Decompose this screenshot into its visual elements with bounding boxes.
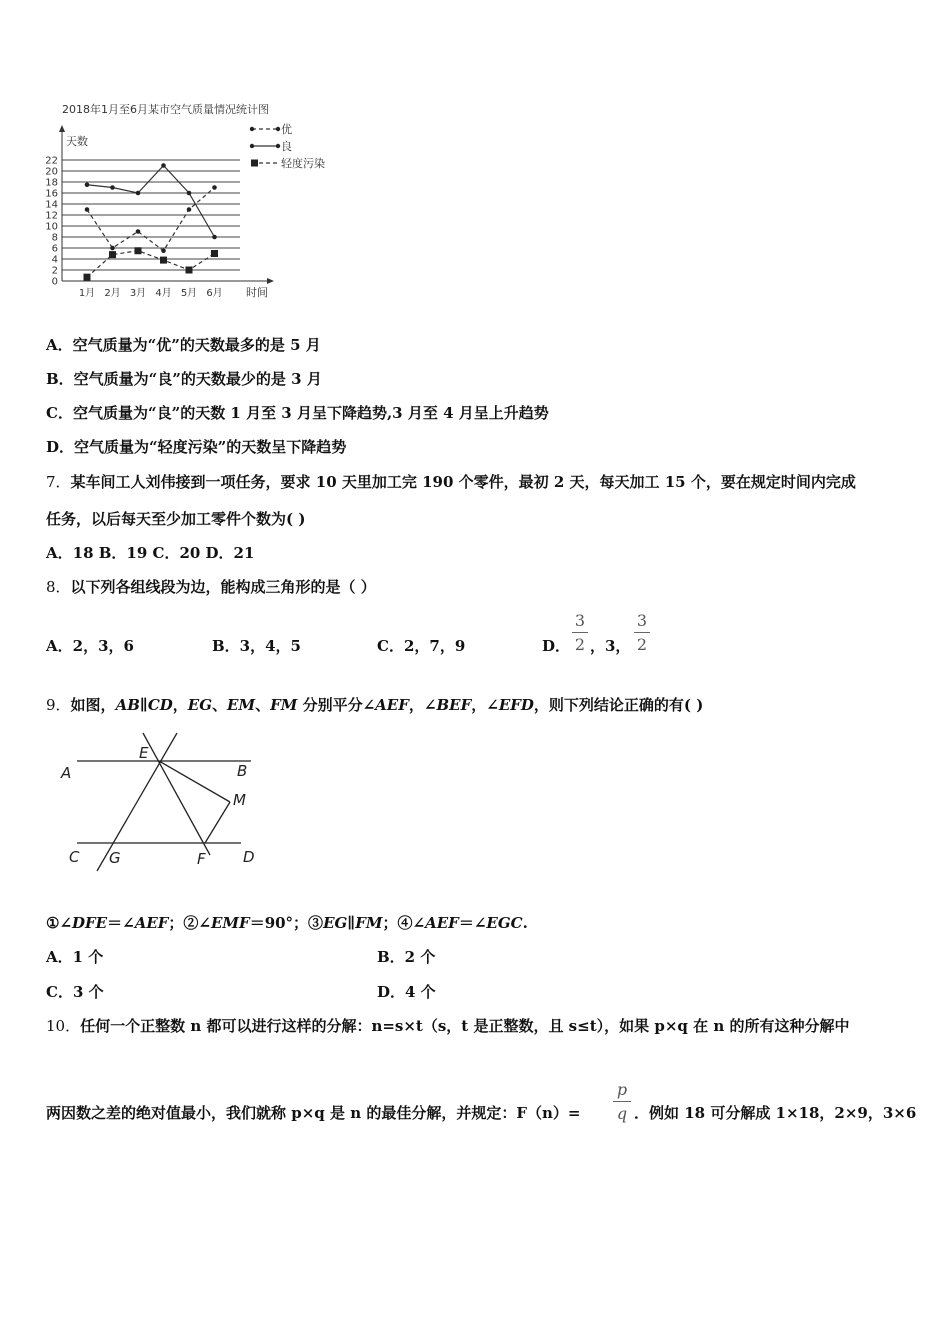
data-point-dot <box>212 185 217 190</box>
data-point-square <box>160 257 167 264</box>
q9-option-b: B．2 个 <box>377 948 436 966</box>
q10-fraction-den: q <box>616 1104 628 1123</box>
y-tick-label: 2 <box>51 265 58 277</box>
q9-stem-part: AB∥CD <box>115 696 173 714</box>
data-point-square <box>84 274 91 281</box>
q9-statements <box>46 913 528 933</box>
data-point-square <box>211 250 218 257</box>
data-point-square <box>109 251 116 258</box>
q9-geometry-figure <box>55 725 275 880</box>
y-tick-label: 14 <box>45 199 58 211</box>
y-tick-label: 20 <box>45 166 58 178</box>
data-point-dot <box>85 182 90 187</box>
q9-statement-part: ＝∠ <box>458 914 487 932</box>
y-tick-label: 16 <box>45 188 58 200</box>
series-line-2 <box>87 251 215 277</box>
q8-option-a: A．2，3，6 <box>46 637 134 655</box>
legend-marker-dot <box>250 144 254 148</box>
legend-marker-square <box>251 160 258 167</box>
chart-y-ticks <box>45 156 58 288</box>
q6-option-c: C．空气质量为“良”的天数 1 月至 3 月呈下降趋势,3 月至 4 月呈上升趋势 <box>46 404 549 422</box>
y-tick-label: 18 <box>45 177 58 189</box>
label-d: D <box>243 848 255 866</box>
data-point-dot <box>85 207 90 212</box>
q9-stem-part: 分别平分∠ <box>297 696 376 714</box>
data-point-dot <box>110 246 115 251</box>
chart-legend <box>250 122 325 170</box>
chart-x-label: 时间 <box>246 286 268 299</box>
q9-statement-part: AEF <box>134 914 169 932</box>
y-tick-label: 10 <box>45 221 58 233</box>
q6-option-a: A．空气质量为“优”的天数最多的是 5 月 <box>46 336 321 354</box>
legend-marker-dot <box>276 144 280 148</box>
q6-option-b: B．空气质量为“良”的天数最少的是 3 月 <box>46 370 322 388</box>
q9-stem-part: BEF <box>436 696 472 714</box>
q9-stem-part: EG <box>187 696 213 714</box>
q9-statement-part: ＝∠ <box>107 914 135 932</box>
series-line-0 <box>87 188 215 251</box>
q9-option-d: D．4 个 <box>377 983 436 1001</box>
data-point-square <box>135 247 142 254</box>
q9-statement-part: . <box>522 914 528 932</box>
x-tick-label: 2月 <box>104 288 121 299</box>
chart-x-ticks <box>79 287 223 299</box>
q8-text: 以下列各组线段为边，能构成三角形的是（ ） <box>70 578 376 596</box>
data-point-square <box>186 267 193 274</box>
q9-stem <box>46 695 703 715</box>
y-tick-label: 6 <box>51 243 58 255</box>
q9-statement-part: AEF <box>425 914 459 932</box>
q9-stem-part: 、 <box>212 696 228 714</box>
legend-label: 优 <box>281 123 292 136</box>
q9-stem-part: ， <box>172 696 188 714</box>
q9-option-a: A．1 个 <box>46 948 104 966</box>
legend-label: 良 <box>281 140 292 153</box>
q10-number: 10． <box>46 1017 81 1035</box>
q9-statement-part: EG∥FM <box>323 914 383 932</box>
legend-marker-dot <box>250 127 254 131</box>
y-tick-label: 12 <box>45 210 58 222</box>
line-through-e-f <box>143 733 210 855</box>
data-point-dot <box>161 248 166 253</box>
y-axis-arrow <box>59 125 65 132</box>
q8-option-b: B．3，4，5 <box>212 637 301 655</box>
q9-statement-part: ；②∠ <box>168 914 211 932</box>
data-point-dot <box>136 191 141 196</box>
q10-fraction-num: p <box>616 1080 628 1099</box>
label-a: A <box>61 764 72 782</box>
q9-stem-part: AEF <box>375 696 409 714</box>
chart-y-label: 天数 <box>66 135 88 148</box>
y-tick-label: 4 <box>51 254 58 266</box>
q8-option-d-prefix: D． <box>542 637 571 655</box>
label-b: B <box>237 762 248 780</box>
label-g: G <box>109 849 121 867</box>
x-tick-label: 4月 <box>155 288 172 299</box>
x-tick-label: 1月 <box>78 288 96 299</box>
q10-text1: 任何一个正整数 n 都可以进行这样的分解：n=s×t（s，t 是正整数，且 s≤t），如果 p×q 在 n 的所有这种分解中 <box>80 1017 850 1035</box>
q10-line2b: ．例如 18 可分解成 1×18，2×9，3×6 <box>634 1104 917 1122</box>
q8-fraction-1-den: 2 <box>574 635 586 654</box>
q8-number: 8． <box>46 578 71 596</box>
q8-fraction-1-num: 3 <box>574 611 586 630</box>
y-tick-label: 8 <box>51 232 58 244</box>
legend-label: 轻度污染 <box>281 157 325 170</box>
q7-text1: 某车间工人刘伟接到一项任务，要求 10 天里加工完 190 个零件，最初 2 天，每天加工 15 个，要在规定时间内完成 <box>70 473 856 491</box>
data-point-dot <box>161 163 166 168</box>
q8-fraction-2-num: 3 <box>636 611 648 630</box>
x-tick-label: 3月 <box>129 288 147 299</box>
q8-fraction-2 <box>634 611 650 654</box>
q9-stem-part: EFD <box>498 696 534 714</box>
q9-statement-part: EMF <box>211 914 250 932</box>
label-c: C <box>69 848 80 866</box>
q8-fraction-2-den: 2 <box>636 635 648 654</box>
data-point-dot <box>110 185 115 190</box>
segment-fm <box>205 802 230 843</box>
legend-marker-dot <box>276 127 280 131</box>
q8-stem <box>46 577 376 597</box>
q9-stem-part: ，∠ <box>471 696 499 714</box>
y-tick-label: 22 <box>45 155 58 167</box>
x-tick-label: 6月 <box>206 288 223 299</box>
q9-stem-part: ，则下列结论正确的有( ) <box>533 696 704 714</box>
q7-stem-line2: 任务，以后每天至少加工零件个数为( ) <box>46 510 306 528</box>
q10-line1 <box>46 1016 849 1036</box>
data-point-dot <box>136 229 141 234</box>
q7-number: 7． <box>46 473 71 491</box>
air-quality-chart <box>40 95 360 310</box>
label-e: E <box>139 744 149 762</box>
q9-stem-part: ，∠ <box>408 696 437 714</box>
chart-title: 2018年1月至6月某市空气质量情况统计图 <box>62 103 269 116</box>
y-tick-label: 0 <box>51 276 58 288</box>
x-tick-label: 5月 <box>180 288 198 299</box>
q8-option-d-mid: ，3， <box>590 637 631 655</box>
q8-option-c: C．2，7，9 <box>377 637 466 655</box>
label-m: M <box>233 791 246 809</box>
chart-series <box>84 163 219 280</box>
q9-statement-part: DFE <box>72 914 108 932</box>
q9-stem-part: 、 <box>255 696 271 714</box>
q9-statement-part: ①∠ <box>46 914 73 932</box>
data-point-dot <box>187 191 192 196</box>
data-point-dot <box>187 207 192 212</box>
label-f: F <box>197 850 206 868</box>
q6-option-d: D．空气质量为“轻度污染”的天数呈下降趋势 <box>46 438 347 456</box>
q7-stem-line1 <box>46 472 856 492</box>
q10-fraction <box>613 1080 631 1123</box>
q9-option-c: C．3 个 <box>46 983 104 1001</box>
q8-fraction-1 <box>572 611 588 654</box>
q10-line2a: 两因数之差的绝对值最小，我们就称 p×q 是 n 的最佳分解，并规定：F（n）= <box>46 1104 581 1122</box>
q9-number: 9． <box>46 696 71 714</box>
data-point-dot <box>212 235 217 240</box>
q7-options: A．18 B．19 C．20 D．21 <box>46 544 255 562</box>
q9-stem-part: EM <box>227 696 256 714</box>
q9-stem-part: FM <box>270 696 298 714</box>
x-axis-arrow <box>267 278 274 284</box>
q9-statement-part: ；④∠ <box>382 914 426 932</box>
q9-statement-part: EGC <box>486 914 523 932</box>
q9-statement-part: ＝90°；③ <box>249 914 324 932</box>
q9-stem-part: 如图， <box>70 696 116 714</box>
